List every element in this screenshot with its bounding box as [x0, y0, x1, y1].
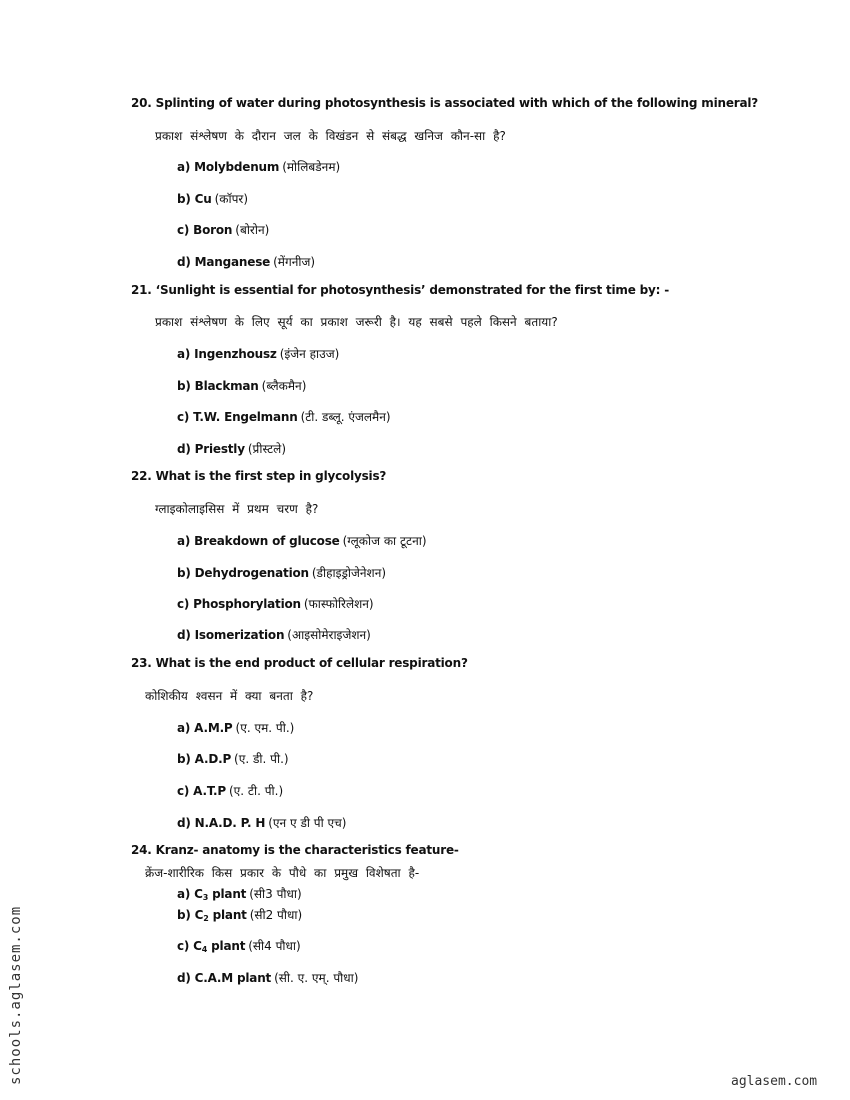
q20-option-a	[177, 158, 340, 175]
option-hindi: (डीहाइड्रोजेनेशन)	[311, 566, 387, 580]
option-label: b) Blackman	[177, 379, 259, 393]
question-21-hindi: प्रकाश संश्लेषण के लिए सूर्य का प्रकाश जरूरी है। यह सबसे पहले किसने बताया?	[155, 315, 558, 329]
question-21: 21. ‘Sunlight is essential for photosynthesis’ demonstrated for the first time by: -	[131, 283, 670, 297]
q23-option-c	[177, 782, 283, 799]
side-watermark: schools.aglasem.com	[8, 905, 24, 1085]
option-label: a) A.M.P	[177, 721, 233, 735]
option-label: c) Phosphorylation	[177, 597, 301, 611]
option-label: d) N.A.D. P. H	[177, 816, 266, 830]
option-label: c) A.T.P	[177, 784, 226, 798]
option-hindi: (सी3 पौधा)	[249, 887, 302, 901]
q22-option-a	[177, 532, 427, 549]
option-label: c) Boron	[177, 223, 233, 237]
question-22-hindi: ग्लाइकोलाइसिस में प्रथम चरण है?	[155, 502, 319, 516]
q23-option-b	[177, 750, 289, 767]
q24-option-b	[177, 906, 302, 923]
option-hindi: (मोलिबडेनम)	[282, 160, 341, 174]
question-24: 24. Kranz- anatomy is the characteristics feature-	[131, 843, 459, 857]
question-23: 23. What is the end product of cellular respiration?	[131, 656, 468, 670]
option-label: b) Cu	[177, 192, 212, 206]
option-hindi: (आइसोमेराइजेशन)	[287, 628, 371, 642]
corner-watermark: aglasem.com	[731, 1074, 818, 1089]
option-label: d) Priestly	[177, 442, 245, 456]
option-label: a) Ingenzhousz	[177, 347, 277, 361]
q23-option-d	[177, 814, 346, 831]
option-hindi: (टी. डब्लू. एंजलमैन)	[300, 410, 391, 424]
question-23-hindi: कोशिकीय श्वसन में क्या बनता है?	[145, 689, 314, 703]
question-24-hindi: क्रेंज-शारीरिक किस प्रकार के पौधे का प्रमुख विशेषता है-	[145, 866, 420, 880]
q22-option-c	[177, 595, 374, 612]
option-hindi: (सी4 पौधा)	[248, 939, 301, 953]
q21-option-b	[177, 377, 306, 394]
q22-option-d	[177, 626, 371, 643]
option-hindi: (ए. एम. पी.)	[235, 721, 295, 735]
q23-option-a	[177, 719, 294, 736]
option-label: c) T.W. Engelmann	[177, 410, 298, 424]
option-label: a) $C_3$ plant	[177, 887, 247, 902]
option-hindi: (ग्लूकोज का टूटना)	[342, 534, 427, 548]
question-20: 20. Splinting of water during photosynthesis is associated with which of the following mineral?	[131, 96, 759, 110]
option-hindi: (बोरोन)	[235, 223, 270, 237]
question-22: 22. What is the first step in glycolysis?	[131, 469, 387, 483]
option-hindi: (सी. ए. एम्. पौधा)	[274, 971, 359, 985]
option-hindi: (ब्लैकमैन)	[261, 379, 307, 393]
q20-option-d	[177, 253, 315, 270]
q20-option-c	[177, 221, 269, 238]
option-hindi: (फास्फोरिलेशन)	[303, 597, 374, 611]
q21-option-d	[177, 440, 286, 457]
q24-option-a	[177, 885, 302, 902]
option-hindi: (सी2 पौधा)	[249, 908, 303, 922]
option-hindi: (कॉपर)	[214, 192, 249, 206]
option-label: b) $C_2$ plant	[177, 908, 247, 923]
option-label: a) Breakdown of glucose	[177, 534, 340, 548]
option-hindi: (मेंगनीज)	[273, 255, 316, 269]
option-label: c) $C_4$ plant	[177, 939, 246, 954]
option-label: b) A.D.P	[177, 752, 232, 766]
option-label: b) Dehydrogenation	[177, 566, 309, 580]
option-hindi: (इंजेन हाउज)	[279, 347, 340, 361]
option-hindi: (ए. टी. पी.)	[228, 784, 284, 798]
q21-option-c	[177, 408, 391, 425]
option-label: d) Isomerization	[177, 628, 285, 642]
option-hindi: (ए. डी. पी.)	[234, 752, 289, 766]
q22-option-b	[177, 564, 386, 581]
q20-option-b	[177, 190, 248, 207]
q24-option-d	[177, 969, 358, 986]
question-20-hindi: प्रकाश संश्लेषण के दौरान जल के विखंडन से संबद्ध खनिज कौन-सा है?	[155, 129, 506, 143]
option-hindi: (प्रीस्टले)	[247, 442, 286, 456]
q21-option-a	[177, 345, 339, 362]
option-label: d) C.A.M plant	[177, 971, 272, 985]
option-hindi: (एन ए डी पी एच)	[268, 816, 347, 830]
option-label: a) Molybdenum	[177, 160, 280, 174]
q24-option-c	[177, 937, 301, 954]
option-label: d) Manganese	[177, 255, 271, 269]
